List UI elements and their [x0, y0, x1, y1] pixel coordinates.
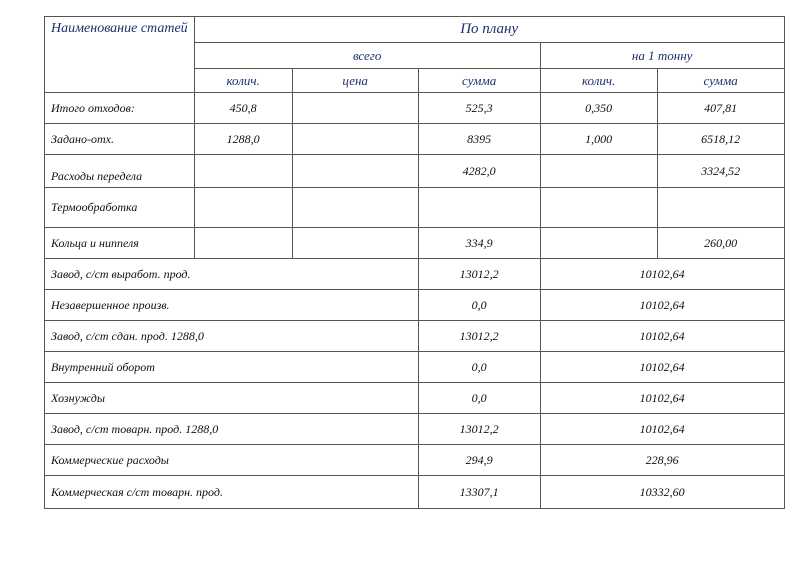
- cell-sum: 13012,2: [418, 259, 540, 290]
- cell-sum-per-ton: 10102,64: [540, 352, 784, 383]
- cell-sum-per-ton: 6518,12: [657, 124, 784, 155]
- table-row: [45, 155, 785, 188]
- cell-sum-per-ton: 3324,52: [657, 155, 784, 188]
- cell-qty-per-ton: [540, 188, 657, 228]
- row-label: Хознужды: [45, 383, 419, 414]
- cell-sum: 13012,2: [418, 321, 540, 352]
- table-row: [45, 124, 785, 155]
- cell-sum-per-ton: 10102,64: [540, 259, 784, 290]
- cell-sum-per-ton: 228,96: [540, 445, 784, 476]
- cell-sum: 334,9: [418, 228, 540, 259]
- cell-sum: 4282,0: [418, 155, 540, 188]
- row-label: Незавершенное произв.: [45, 290, 419, 321]
- table-row: [45, 188, 785, 228]
- cell-sum: 525,3: [418, 93, 540, 124]
- cell-sum: 13012,2: [418, 414, 540, 445]
- row-label: Завод, с/ст товарн. прод. 1288,0: [45, 414, 419, 445]
- cell-price: [292, 228, 418, 259]
- row-label: Коммерческая с/ст товарн. прод.: [45, 476, 419, 509]
- cell-sum: 0,0: [418, 290, 540, 321]
- cell-price: [292, 93, 418, 124]
- row-label: Кольца и ниппеля: [45, 228, 195, 259]
- table-row: [45, 352, 785, 383]
- cell-qty: [194, 228, 292, 259]
- cell-sum: 8395: [418, 124, 540, 155]
- row-label: Завод, с/ст сдан. прод. 1288,0: [45, 321, 419, 352]
- header-qty-per-ton: колич.: [540, 69, 657, 93]
- cell-sum-per-ton: 407,81: [657, 93, 784, 124]
- cell-sum: [418, 188, 540, 228]
- row-label: Итого отходов:: [45, 93, 195, 124]
- header-sum: сумма: [418, 69, 540, 93]
- cell-price: [292, 124, 418, 155]
- table-row: [45, 228, 785, 259]
- cell-sum-per-ton: 260,00: [657, 228, 784, 259]
- cell-sum: 0,0: [418, 383, 540, 414]
- table-row: [45, 414, 785, 445]
- header-article-name: Наименование статей: [45, 17, 195, 93]
- cell-sum-per-ton: 10102,64: [540, 414, 784, 445]
- cell-sum-per-ton: 10102,64: [540, 383, 784, 414]
- table-row: [45, 476, 785, 509]
- cell-price: [292, 188, 418, 228]
- table-row: [45, 259, 785, 290]
- cell-price: [292, 155, 418, 188]
- header-plan: По плану: [194, 17, 784, 43]
- table-row: [45, 290, 785, 321]
- header-price: цена: [292, 69, 418, 93]
- cell-qty: [194, 155, 292, 188]
- cell-qty-per-ton: [540, 155, 657, 188]
- cell-qty-per-ton: [540, 228, 657, 259]
- cell-qty: [194, 188, 292, 228]
- row-label: Коммерческие расходы: [45, 445, 419, 476]
- table-row: [45, 93, 785, 124]
- cell-sum: 0,0: [418, 352, 540, 383]
- table-row: [45, 383, 785, 414]
- cell-sum-per-ton: 10102,64: [540, 290, 784, 321]
- cell-qty: 1288,0: [194, 124, 292, 155]
- table-row: [45, 321, 785, 352]
- cell-sum: 13307,1: [418, 476, 540, 509]
- cell-sum-per-ton: [657, 188, 784, 228]
- cell-qty-per-ton: 0,350: [540, 93, 657, 124]
- header-per-ton: на 1 тонну: [540, 43, 784, 69]
- header-total: всего: [194, 43, 540, 69]
- row-label: Термообработка: [45, 188, 195, 228]
- cell-sum-per-ton: 10332,60: [540, 476, 784, 509]
- row-label: Внутренний оборот: [45, 352, 419, 383]
- cell-qty: 450,8: [194, 93, 292, 124]
- table-row: [45, 445, 785, 476]
- header-sum-per-ton: сумма: [657, 69, 784, 93]
- header-qty: колич.: [194, 69, 292, 93]
- cost-table: [44, 16, 785, 509]
- row-label: Расходы передела: [45, 155, 195, 188]
- cell-sum: 294,9: [418, 445, 540, 476]
- cell-sum-per-ton: 10102,64: [540, 321, 784, 352]
- row-label: Завод, с/ст выработ. прод.: [45, 259, 419, 290]
- cell-qty-per-ton: 1,000: [540, 124, 657, 155]
- row-label: Задано-отх.: [45, 124, 195, 155]
